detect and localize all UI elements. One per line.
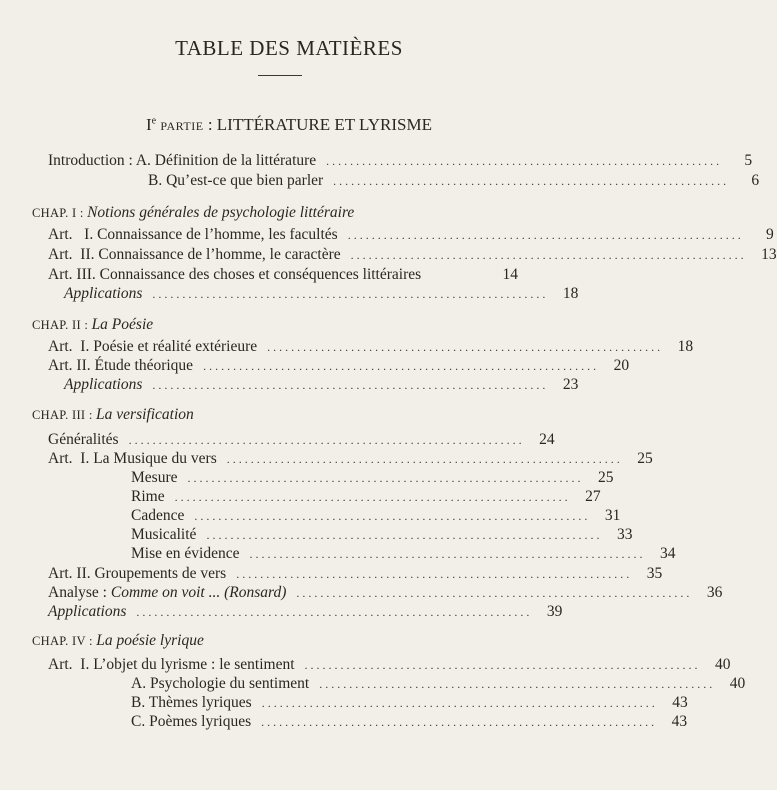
chapter-label: CHAP. II : [32, 318, 92, 332]
title-rule [258, 75, 302, 76]
leader-dots: .................................................................. [326, 154, 723, 168]
entry-label: A. Psychologie du sentiment [131, 675, 310, 692]
toc-entry[interactable] [131, 469, 614, 489]
entry-page: 39 [546, 603, 563, 620]
entry-label: Art. I. Connaissance de l’homme, les facultés [48, 226, 338, 243]
chapter-label: CHAP. IV : [32, 634, 97, 648]
toc-entry[interactable] [48, 357, 630, 377]
leader-dots: .................................................................. [261, 696, 658, 710]
entry-label: Cadence [131, 507, 185, 524]
toc-entry[interactable] [131, 488, 601, 508]
entry-page: 43 [672, 694, 688, 711]
entry-page: 25 [637, 450, 653, 467]
entry-label [48, 584, 286, 602]
toc-entry-applications[interactable] [48, 603, 563, 623]
chapter-3-heading[interactable] [32, 406, 194, 424]
part-sup: e [151, 115, 157, 127]
entry-label: Rime [131, 488, 165, 505]
leader-dots: .................................................................. [187, 471, 584, 485]
toc-entry[interactable] [131, 545, 676, 565]
leader-dots: .................................................................. [206, 528, 603, 542]
toc-entry-applications[interactable] [64, 285, 579, 305]
entry-page: 27 [585, 488, 601, 505]
chapter-2-heading[interactable] [32, 316, 153, 334]
entry-page: 33 [616, 526, 633, 543]
toc-entry[interactable] [48, 565, 663, 585]
leader-dots: .................................................................. [236, 567, 633, 581]
toc-entry[interactable] [48, 656, 731, 676]
entry-label: Art. II. Étude théorique [48, 357, 194, 374]
chapter-title: La poésie lyrique [96, 632, 204, 649]
entry-page: 25 [598, 469, 614, 486]
toc-entry[interactable] [131, 713, 688, 733]
toc-entry-applications[interactable] [64, 376, 579, 396]
leader-dots: .................................................................. [174, 490, 571, 504]
entry-page: 40 [729, 675, 746, 692]
entry-page: 13 [761, 246, 777, 263]
entry-label: Applications [64, 376, 143, 393]
entry-label: Mesure [131, 469, 178, 486]
toc-entry[interactable] [131, 507, 621, 527]
chapter-label: CHAP. I : [32, 206, 88, 220]
leader-dots: .................................................................. [128, 433, 525, 447]
chapter-title: Notions générales de psychologie littéraire [87, 204, 355, 221]
entry-label: Applications [48, 603, 127, 620]
entry-label: Art. II. Connaissance de l’homme, le caractère [48, 246, 341, 263]
leader-dots: .................................................................. [152, 378, 549, 392]
chapter-title: La Poésie [91, 316, 154, 333]
entry-label: B. Thèmes lyriques [131, 694, 252, 711]
chapter-label: CHAP. III : [32, 408, 97, 422]
entry-page: 34 [659, 545, 676, 562]
leader-dots: .................................................................. [203, 359, 600, 373]
toc-entry[interactable] [131, 675, 746, 695]
entry-page: 20 [613, 357, 630, 374]
toc-entry[interactable] [48, 266, 518, 286]
entry-page: 31 [604, 507, 621, 524]
leader-dots: .................................................................. [136, 605, 533, 619]
entry-page: 43 [671, 713, 688, 730]
toc-entry[interactable] [131, 694, 688, 714]
toc-entry-intro-a[interactable] [48, 152, 753, 172]
leader-dots: .................................................................. [350, 248, 747, 262]
entry-label: Introduction : A. Définition de la littérature [48, 152, 317, 169]
entry-label: Art. I. La Musique du vers [48, 450, 217, 467]
entry-page: 36 [706, 584, 723, 601]
entry-label: Mise en évidence [131, 545, 240, 562]
leader-dots: .................................................................. [261, 715, 658, 729]
toc-entry-analysis[interactable] [48, 584, 723, 604]
analysis-work: Comme on voit ... (Ronsard) [110, 584, 287, 601]
chapter-4-heading[interactable] [32, 632, 204, 650]
entry-page: 24 [539, 431, 555, 448]
entry-label: Applications [64, 285, 143, 302]
leader-dots: .................................................................. [267, 340, 664, 354]
entry-label: B. Qu’est-ce que bien parler [148, 172, 324, 189]
entry-page: 18 [677, 338, 694, 355]
leader-dots: .................................................................. [333, 174, 730, 188]
chapter-1-heading[interactable] [32, 204, 354, 222]
entry-page: 40 [715, 656, 731, 673]
leader-dots: .................................................................. [319, 677, 716, 691]
toc-entry[interactable] [48, 226, 774, 246]
toc-entry[interactable] [48, 450, 653, 470]
leader-dots: .................................................................. [304, 658, 701, 672]
analysis-prefix: Analyse : [48, 584, 111, 601]
toc-entry[interactable] [48, 431, 555, 451]
entry-label: Art. I. L’objet du lyrisme : le sentiment [48, 656, 295, 673]
leader-dots: .................................................................. [249, 547, 646, 561]
part-heading [0, 115, 578, 135]
entry-label: Art. III. Connaissance des choses et conséquences littéraires [48, 266, 422, 283]
toc-entry[interactable] [131, 526, 633, 546]
entry-label: Art. I. Poésie et réalité extérieure [48, 338, 258, 355]
chapter-title: La versification [96, 406, 194, 423]
entry-page: 9 [765, 226, 774, 243]
toc-entry[interactable] [48, 246, 777, 266]
entry-page: 14 [502, 266, 518, 283]
page-title: TABLE DES MATIÈRES [175, 36, 403, 60]
entry-page: 6 [751, 172, 760, 189]
leader-dots: .................................................................. [296, 586, 693, 600]
entry-label: Généralités [48, 431, 119, 448]
part-name: : LITTÉRATURE ET LYRISME [203, 115, 432, 134]
entry-label: Art. II. Groupements de vers [48, 565, 227, 582]
leader-dots: .................................................................. [226, 452, 623, 466]
entry-label: Musicalité [131, 526, 197, 543]
leader-dots: .................................................................. [194, 509, 591, 523]
toc-entry-intro-b[interactable] [148, 172, 760, 192]
entry-page: 5 [744, 152, 753, 169]
toc-entry[interactable] [48, 338, 694, 358]
entry-page: 18 [562, 285, 579, 302]
entry-page: 35 [646, 565, 663, 582]
leader-dots: .................................................................. [152, 287, 549, 301]
leader-dots: .................................................................. [347, 228, 744, 242]
part-number: I [146, 115, 152, 134]
part-word: PARTIE [160, 119, 204, 133]
entry-page: 23 [562, 376, 579, 393]
entry-label: C. Poèmes lyriques [131, 713, 252, 730]
